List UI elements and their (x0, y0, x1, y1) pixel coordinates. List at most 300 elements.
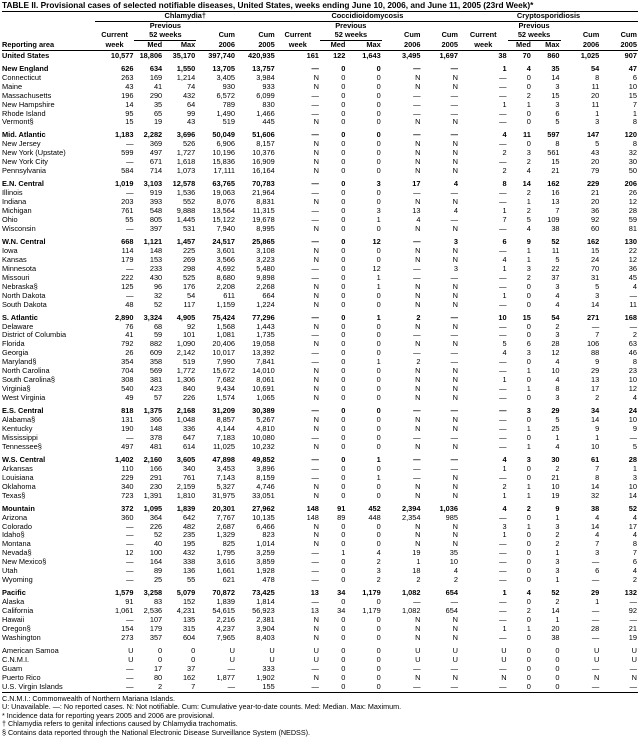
table-row (2, 558, 638, 567)
reporting-area-cell: Wyoming (2, 576, 33, 585)
value-cell: 3 (453, 264, 458, 273)
value-cell: 6 (632, 73, 637, 82)
value-cell: 315 (182, 625, 196, 633)
value-cell: — (499, 407, 507, 416)
value-cell: 154 (121, 625, 134, 633)
value-cell: 4 (555, 358, 560, 367)
value-cell: — (413, 109, 421, 118)
value-cell: 28 (628, 455, 637, 464)
value-cell: 10 (628, 482, 637, 491)
med-label: Med (330, 40, 346, 49)
reporting-area-cell: North Dakota (2, 291, 46, 300)
value-cell: 2,687 (216, 522, 236, 531)
value-cell: U (313, 646, 319, 655)
reporting-area-cell: Oregon§ (2, 625, 31, 633)
footnote-line: U: Unavailable. —: No reported cases. N: Not notifiable. Cum: Cumulative year-to-date counts. Med: Median. Max: Maximum. (2, 703, 402, 712)
value-cell: — (413, 64, 421, 73)
value-cell: 226 (149, 522, 163, 531)
value-cell: N (452, 376, 458, 385)
value-cell: N (415, 673, 421, 682)
value-cell: 8 (632, 140, 637, 149)
value-cell: 0 (376, 424, 381, 433)
value-cell: 1 (555, 549, 560, 558)
value-cell: 148 (149, 246, 163, 255)
value-cell: 0 (341, 567, 346, 576)
value-cell: 1 (526, 482, 531, 491)
value-cell: 3 (595, 291, 600, 300)
value-cell: 4 (555, 291, 560, 300)
value-cell: 1 (632, 109, 637, 118)
value-cell: — (311, 331, 319, 340)
value-cell: 17 (628, 522, 637, 531)
value-cell: — (499, 109, 507, 118)
value-cell: 2 (526, 189, 531, 198)
value-cell: 36 (591, 207, 600, 216)
value-cell: N (415, 394, 421, 403)
value-cell: 0 (376, 673, 381, 682)
value-cell: N (452, 673, 458, 682)
value-cell: 0 (526, 616, 531, 625)
value-cell: 1,536 (176, 189, 196, 198)
value-cell: 179 (121, 255, 134, 264)
value-cell: 35 (449, 549, 458, 558)
value-cell: — (311, 549, 319, 558)
value-cell: 54 (591, 64, 600, 73)
value-cell: 10,196 (212, 149, 236, 158)
value-cell: 20 (591, 158, 600, 167)
value-cell: — (126, 189, 134, 198)
value-cell: 1,095 (143, 504, 163, 513)
value-cell: 3 (453, 237, 458, 246)
value-cell: 2 (526, 158, 531, 167)
value-cell: 3 (595, 118, 600, 127)
value-cell: 8,831 (256, 198, 275, 207)
value-cell: 21,964 (252, 189, 275, 198)
reporting-area-cell: West Virginia (2, 394, 46, 403)
value-cell: — (450, 189, 458, 198)
value-cell: U (631, 646, 637, 655)
value-cell: 4,810 (256, 424, 275, 433)
value-cell: 2 (416, 576, 421, 585)
value-cell: 2,168 (176, 407, 196, 416)
value-cell: 0 (341, 664, 346, 673)
value-cell: 0 (376, 616, 381, 625)
value-cell: 1 (526, 424, 531, 433)
value-cell: 14 (551, 73, 560, 82)
value-cell: 0 (341, 464, 346, 473)
value-cell: 0 (341, 598, 346, 607)
reporting-area-cell: Massachusetts (2, 91, 52, 100)
value-cell: 3,904 (256, 625, 275, 633)
value-cell: — (591, 682, 600, 691)
value-cell: 4 (632, 531, 637, 540)
value-cell: 63,765 (212, 180, 236, 189)
value-cell: — (126, 522, 134, 531)
value-cell: N (313, 322, 319, 331)
value-cell: — (311, 349, 319, 358)
table-row (2, 140, 638, 149)
value-cell: 584 (121, 167, 134, 176)
value-cell: N (452, 442, 458, 451)
value-cell: 364 (149, 513, 163, 522)
value-cell: 7 (595, 331, 600, 340)
value-cell: — (450, 464, 458, 473)
value-cell: — (499, 473, 507, 482)
value-cell: 0 (341, 482, 346, 491)
value-cell: 8 (555, 385, 560, 394)
value-cell: 357 (149, 633, 163, 642)
value-cell: 109 (547, 216, 560, 225)
value-cell: 0 (341, 224, 346, 233)
value-cell: — (311, 598, 319, 607)
value-cell: 164 (149, 558, 163, 567)
value-cell: 0 (341, 340, 346, 349)
value-cell: 1 (526, 100, 531, 109)
value-cell: N (415, 616, 421, 625)
value-cell: 136 (182, 567, 196, 576)
value-cell: 7,143 (216, 473, 236, 482)
value-cell: N (452, 616, 458, 625)
value-cell: — (126, 224, 134, 233)
value-cell: 985 (445, 513, 458, 522)
value-cell: 0 (526, 531, 531, 540)
value-cell: 4,144 (216, 424, 236, 433)
table-row (2, 416, 638, 425)
value-cell: 1,643 (362, 51, 381, 60)
value-cell: 271 (586, 313, 600, 322)
value-cell: — (629, 291, 637, 300)
value-cell: 1 (416, 558, 421, 567)
value-cell: — (413, 464, 421, 473)
value-cell: 6 (555, 109, 560, 118)
value-cell: 0 (341, 64, 346, 73)
value-cell: — (629, 616, 637, 625)
value-cell: 7 (595, 540, 600, 549)
value-cell: — (499, 82, 507, 91)
value-cell: — (311, 264, 319, 273)
week-label: week (105, 40, 124, 49)
value-cell: 0 (526, 540, 531, 549)
value-cell: 135 (182, 616, 196, 625)
value-cell: 63 (628, 340, 637, 349)
table-row (2, 238, 638, 247)
value-cell: 308 (121, 376, 134, 385)
value-cell: 291 (149, 473, 163, 482)
value-cell: 2,394 (401, 504, 421, 513)
value-cell: 19 (551, 491, 560, 500)
value-cell: 30,389 (252, 407, 275, 416)
value-cell: 3 (376, 180, 381, 189)
value-cell: N (452, 385, 458, 394)
reporting-area-cell: Oklahoma (2, 482, 36, 491)
reporting-area-cell: Mid. Atlantic (2, 131, 46, 140)
value-cell: — (311, 91, 319, 100)
table-row (2, 265, 638, 274)
table-row (2, 331, 638, 340)
value-cell: 1,391 (143, 491, 163, 500)
value-cell: — (311, 273, 319, 282)
value-cell: — (591, 576, 600, 585)
value-cell: 0 (376, 255, 381, 264)
value-cell: N (313, 282, 319, 291)
value-cell: 0 (341, 322, 346, 331)
value-cell: 3 (632, 473, 637, 482)
value-cell: 26 (125, 349, 134, 358)
value-cell: 6,906 (216, 140, 236, 149)
value-cell: 0 (376, 300, 381, 309)
value-cell: 27,962 (252, 504, 275, 513)
value-cell: 1,121 (143, 237, 163, 246)
value-cell: 28 (551, 340, 560, 349)
reporting-area-cell: Missouri (2, 273, 30, 282)
value-cell: 68 (153, 322, 163, 331)
value-cell: 125 (121, 282, 134, 291)
value-cell: N (452, 300, 458, 309)
table-row (2, 149, 638, 158)
value-cell: N (313, 531, 319, 540)
value-cell: 481 (149, 442, 163, 451)
value-cell: — (227, 664, 236, 673)
value-cell: 54 (551, 313, 560, 322)
value-cell: 0 (341, 331, 346, 340)
value-cell: 8,157 (256, 140, 275, 149)
value-cell: 91 (337, 504, 346, 513)
value-cell: 2 (526, 504, 531, 513)
reporting-area-cell: New York City (2, 158, 49, 167)
value-cell: — (499, 607, 507, 616)
value-cell: — (499, 416, 507, 425)
value-cell: — (413, 682, 421, 691)
reporting-area-cell: Mississippi (2, 433, 38, 442)
value-cell: 0 (376, 100, 381, 109)
value-cell: 1 (502, 100, 507, 109)
reporting-area-cell: Kansas (2, 255, 27, 264)
value-cell: 0 (376, 189, 381, 198)
value-cell: 15 (551, 158, 560, 167)
value-cell: — (311, 64, 319, 73)
value-cell: 9 (526, 237, 531, 246)
reporting-area-cell: Pennsylvania (2, 167, 46, 176)
value-cell: 6,099 (256, 91, 275, 100)
value-cell: 1,179 (362, 589, 381, 598)
value-cell: 0 (341, 255, 346, 264)
value-cell: — (311, 455, 319, 464)
value-cell: 930 (222, 82, 236, 91)
value-cell: 0 (376, 167, 381, 176)
value-cell: 19 (412, 549, 421, 558)
value-cell: 36 (628, 264, 637, 273)
table-row (2, 180, 638, 189)
value-cell: 4,237 (216, 625, 236, 633)
value-cell: 664 (262, 291, 275, 300)
value-cell: 0 (526, 567, 531, 576)
value-cell: 31,209 (212, 407, 236, 416)
table-row (2, 323, 638, 332)
value-cell: — (311, 358, 319, 367)
value-cell: 70,783 (252, 180, 275, 189)
value-cell: 0 (376, 664, 381, 673)
value-cell: — (413, 331, 421, 340)
value-cell: 20 (591, 91, 600, 100)
value-cell: 668 (121, 237, 134, 246)
value-cell: N (415, 158, 421, 167)
table-row (2, 247, 638, 256)
value-cell: 761 (182, 473, 196, 482)
value-cell: N (313, 158, 319, 167)
value-cell: 1,902 (256, 673, 275, 682)
table-row (2, 110, 638, 119)
table-row (2, 376, 638, 385)
value-cell: 378 (149, 433, 163, 442)
value-cell: N (415, 522, 421, 531)
value-cell: 46 (628, 349, 637, 358)
value-cell: 3 (595, 549, 600, 558)
value-cell: — (413, 189, 421, 198)
value-cell: — (629, 682, 637, 691)
value-cell: N (452, 282, 458, 291)
value-cell: 2,216 (216, 616, 236, 625)
value-cell: N (452, 394, 458, 403)
value-cell: 13 (412, 207, 421, 216)
table-row (2, 158, 638, 167)
value-cell: N (452, 118, 458, 127)
value-cell: 1 (595, 109, 600, 118)
value-cell: N (313, 633, 319, 642)
table-row (2, 483, 638, 492)
value-cell: 0 (376, 82, 381, 91)
value-cell: 1,179 (362, 607, 381, 616)
value-cell: 4 (502, 455, 507, 464)
value-cell: 0 (526, 322, 531, 331)
value-cell: — (591, 558, 600, 567)
value-cell: 1 (376, 313, 381, 322)
table-row (2, 598, 638, 607)
reporting-area-cell: New England (2, 64, 49, 73)
value-cell: 166 (149, 464, 163, 473)
value-cell: 0 (526, 513, 531, 522)
value-cell: 805 (149, 216, 163, 225)
value-cell: 8 (632, 540, 637, 549)
table-row (2, 74, 638, 83)
value-cell: 52 (153, 300, 163, 309)
value-cell: — (311, 131, 319, 140)
value-cell: 2 (526, 91, 531, 100)
value-cell: 50,049 (212, 131, 236, 140)
value-cell: 12,578 (172, 180, 196, 189)
value-cell: 190 (121, 424, 134, 433)
value-cell: 1,697 (439, 51, 458, 60)
value-cell: N (415, 633, 421, 642)
value-cell: 2 (595, 394, 600, 403)
value-cell: — (499, 91, 507, 100)
value-cell: — (499, 433, 507, 442)
value-cell: 2,282 (143, 131, 163, 140)
value-cell: — (413, 264, 421, 273)
value-cell: U (501, 655, 507, 664)
value-cell: 1,877 (216, 673, 236, 682)
value-cell: 8 (632, 358, 637, 367)
value-cell: 0 (376, 416, 381, 425)
value-cell: 24,517 (212, 237, 236, 246)
value-cell: 10,691 (252, 385, 275, 394)
value-cell: — (591, 633, 600, 642)
value-cell: — (311, 180, 319, 189)
reporting-area-cell: Arkansas (2, 464, 33, 473)
value-cell: — (413, 664, 421, 673)
value-cell: 5 (595, 282, 600, 291)
value-cell: 4 (595, 513, 600, 522)
value-cell: 10,577 (110, 51, 134, 60)
reporting-area-cell: Tennessee§ (2, 442, 42, 451)
value-cell: 19,058 (252, 340, 275, 349)
year-2005-label: 2005 (620, 40, 637, 49)
value-cell: 8,680 (216, 273, 236, 282)
reporting-area-cell: Virginia§ (2, 385, 31, 394)
value-cell: — (126, 682, 134, 691)
value-cell: 1,814 (256, 598, 275, 607)
value-cell: 8,076 (216, 198, 236, 207)
value-cell: 100 (149, 549, 163, 558)
value-cell: — (413, 131, 421, 140)
value-cell: 0 (526, 433, 531, 442)
value-cell: 397 (149, 224, 163, 233)
value-cell: U (313, 655, 319, 664)
year-2006-label: 2006 (404, 40, 421, 49)
reporting-area-cell: Minnesota (2, 264, 37, 273)
table-row (2, 101, 638, 110)
value-cell: N (593, 673, 600, 682)
value-cell: 55 (187, 576, 196, 585)
value-cell: 2 (416, 313, 421, 322)
value-cell: N (415, 167, 421, 176)
value-cell: 7,940 (216, 224, 236, 233)
value-cell: N (452, 522, 458, 531)
value-cell: 0 (341, 576, 346, 585)
value-cell: 117 (183, 300, 196, 309)
value-cell: 0 (376, 491, 381, 500)
value-cell: 2 (555, 531, 560, 540)
value-cell: N (415, 224, 421, 233)
value-cell: 0 (526, 576, 531, 585)
value-cell: 14 (591, 416, 600, 425)
value-cell: 43 (591, 149, 600, 158)
value-cell: 0 (341, 424, 346, 433)
value-cell: 792 (121, 340, 134, 349)
value-cell: 273 (121, 633, 134, 642)
value-cell: 2 (376, 558, 381, 567)
reporting-area-cell: Texas§ (2, 491, 26, 500)
value-cell: 0 (341, 131, 346, 140)
value-cell: 0 (526, 331, 531, 340)
value-cell: 0 (341, 273, 346, 282)
value-cell: 29 (551, 407, 560, 416)
group-chlamydia: Chlamydia† (95, 12, 276, 21)
table-row (2, 549, 638, 558)
value-cell: 10,376 (252, 149, 275, 158)
value-cell: 0 (526, 673, 531, 682)
value-cell: 552 (182, 198, 196, 207)
cum-label: Cum (620, 30, 637, 40)
table-row (2, 65, 638, 74)
value-cell: 0 (341, 367, 346, 376)
value-cell: 34 (591, 407, 600, 416)
value-cell: 147 (586, 131, 600, 140)
value-cell: — (499, 567, 507, 576)
value-cell: 0 (526, 118, 531, 127)
value-cell: 1,224 (256, 300, 275, 309)
value-cell: 604 (182, 633, 196, 642)
value-cell: 3 (502, 522, 507, 531)
